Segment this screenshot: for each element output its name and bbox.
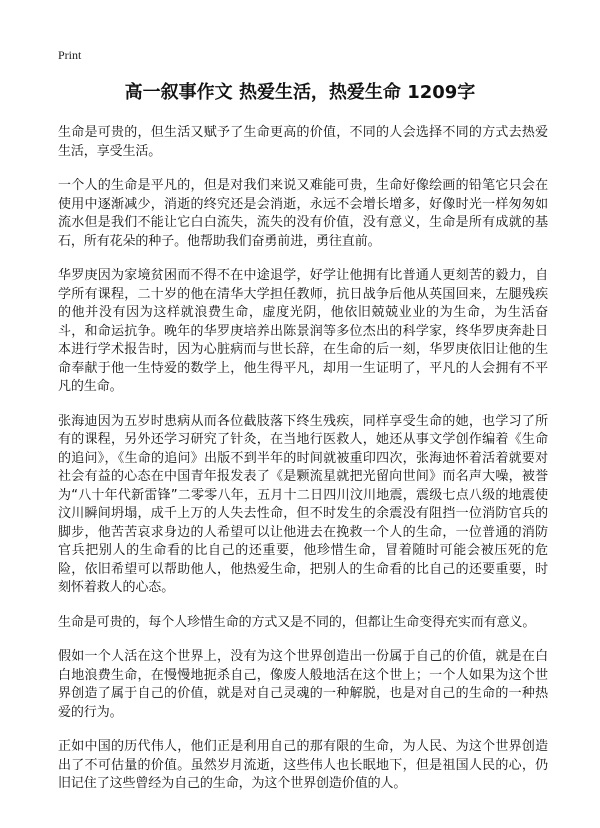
article-paragraph-6: 假如一个人活在这个世界上，没有为这个世界创造出一份属于自己的价值，就是在白白地浪费生命，在慢慢地扼杀自己，像废人般地活在这个世上；一个人如果为这个世界创造了属于自己的价值，就是对自己灵魂的一种解脱，也是对自己的生命的一种热爱的行为。 bbox=[58, 649, 548, 720]
article-paragraph-2: 一个人的生命是平凡的，但是对我们来说又难能可贵，生命好像绘画的铅笔它只会在使用中逐渐减少，消逝的终究还是会消逝，永远不会增长增多，好像时光一样匆匆如流水但是我们不能让它白白流失，流失的没有价值，没有意义，生命是所有成就的基石，所有花朵的种子。他帮助我们奋勇前进，勇往直前。 bbox=[58, 178, 548, 249]
print-link[interactable]: Print bbox=[58, 48, 82, 62]
article-title: 高一叙事作文 热爱生活，热爱生命 1209字 bbox=[124, 82, 476, 103]
article-body bbox=[58, 124, 548, 810]
article-paragraph-1: 生命是可贵的，但生活又赋予了生命更高的价值，不同的人会选择不同的方式去热爱生活，享受生活。 bbox=[58, 125, 548, 159]
article-paragraph-4: 张海迪因为五岁时患病从而各位截肢落下终生残疾，同样享受生命的她，也学习了所有的课程，另外还学习研究了针灸，在当地行医救人，她还从事文学创作编着《生命的追问》，《生命的追问》出版不到半年的时间就被重印四次，张海迪怀着活着就要对社会有益的心态在中国青年报发表了《是颗流星就把光留向世间》而名声大噪，被誉为“八十年代新雷锋”二零零八年，五月十二日四川汶川地震，震级七点八级的地震使汶川瞬间坍塌，成千上万的人失去性命，但不时发生的余震没有阻挡一位消防官兵的脚步，他苦苦哀求身边的人希望可以让他进去在挽救一个人的生命，一位普通的消防官兵把别人的生命看的比自己的还重要，他珍惜生命，冒着随时可能会被压死的危险，依旧希望可以帮助他人，他热爱生命，把别人的生命看的比自己的还要重要，时刻怀着救人的心态。 bbox=[58, 413, 548, 595]
article-paragraph-3: 华罗庚因为家境贫困而不得不在中途退学，好学让他拥有比普通人更刻苦的毅力，自学所有课程，二十岁的他在清华大学担任教师，抗日战争后他从英国回来，左腿残疾的他并没有因为这样就浪费生命，虚度光阴，他依旧兢兢业业的为生命，为生活奋斗，和命运抗争。晚年的华罗庚培养出陈景润等多位杰出的科学家，终华罗庚奔赴日本进行学术报告时，因为心脏病而与世长辞，在生命的后一刻，华罗庚依旧让他的生命奉献于他一生恃爱的数学上，他生得平凡，却用一生证明了，平凡的人会拥有不平凡的生命。 bbox=[58, 268, 548, 394]
article-paragraph-7: 正如中国的历代伟人，他们正是利用自己的那有限的生命，为人民、为这个世界创造出了不可估量的价值。虽然岁月流逝，这些伟人也长眠地下，但是祖国人民的心，仍旧记住了这些曾经为自己的生命，为这个世界创造价值的人。 bbox=[58, 739, 548, 791]
article-paragraph-5: 生命是可贵的，每个人珍惜生命的方式又是不同的，但都让生命变得充实而有意义。 bbox=[58, 614, 536, 630]
